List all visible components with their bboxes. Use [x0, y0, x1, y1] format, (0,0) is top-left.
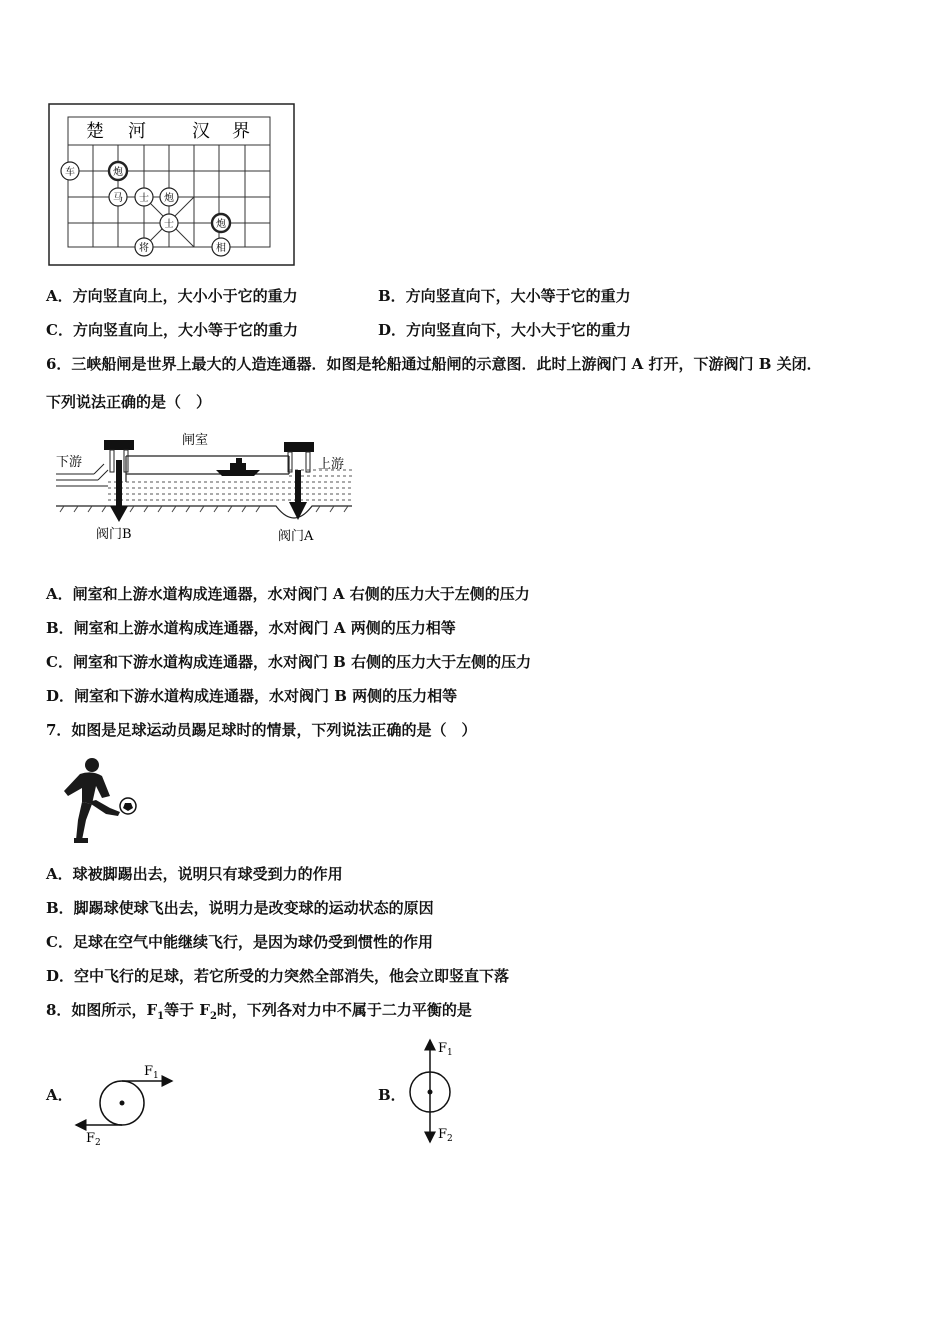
q6-option-c: C．闸室和下游水道构成连通器，水对阀门 B 右侧的压力大于左侧的压力 — [46, 653, 532, 671]
q7-stem: 7．如图是足球运动员踢足球时的情景，下列说法正确的是（ ） — [46, 721, 477, 739]
chess-piece — [61, 162, 79, 180]
lock-chamber — [126, 456, 289, 482]
q7-option-c: C．足球在空气中能继续飞行，是因为球仍受到惯性的作用 — [46, 933, 433, 951]
force-figure-a — [72, 1058, 182, 1150]
ship-lock-figure — [54, 426, 354, 548]
river-char-4: 界 — [232, 121, 250, 142]
q8-stem-sub-2: 2 — [209, 1011, 217, 1022]
q7-option-a: A．球被脚踢出去，说明只有球受到力的作用 — [46, 865, 343, 883]
valve-b-label: 阀门B — [96, 527, 132, 542]
svg-text:马: 马 — [113, 193, 123, 204]
q7-option-b: B．脚踢球使球飞出去，说明力是改变球的运动状态的原因 — [46, 899, 434, 917]
svg-text:士: 士 — [139, 193, 149, 204]
river-char-3: 汉 — [192, 121, 210, 142]
gate-b — [104, 440, 134, 522]
q5-option-c: C．方向竖直向上，大小等于它的重力 — [46, 321, 298, 339]
chess-piece — [109, 162, 127, 180]
svg-text:炮: 炮 — [216, 219, 226, 230]
q8-option-a-label: A． — [46, 1086, 73, 1104]
chess-piece — [160, 214, 178, 232]
f2-label: $F_2$ — [86, 1131, 101, 1148]
f2-label: $F_2$ — [438, 1127, 453, 1144]
q8-stem-post: 时，下列各对力中不属于二力平衡的是 — [216, 1001, 472, 1019]
force-figure-b — [404, 1036, 468, 1148]
lock-chamber-label: 闸室 — [182, 433, 209, 448]
q5-option-a: A．方向竖直向上，大小小于它的重力 — [46, 287, 298, 305]
valve-a-label: 阀门A — [278, 529, 314, 544]
ship-icon — [216, 458, 260, 476]
q5-option-d: D．方向竖直向下，大小大于它的重力 — [378, 321, 632, 339]
ground-line — [56, 506, 352, 518]
football-icon — [120, 798, 136, 814]
river-char-2: 河 — [128, 121, 146, 142]
chess-board-figure — [48, 103, 296, 267]
svg-text:相: 相 — [216, 243, 226, 254]
f1-label: $F_1$ — [144, 1064, 159, 1081]
chess-piece — [160, 188, 178, 206]
f1-label: $F_1$ — [438, 1041, 453, 1058]
chess-piece — [109, 188, 127, 206]
q6-option-a: A．闸室和上游水道构成连通器，水对阀门 A 右侧的压力大于左侧的压力 — [46, 585, 530, 603]
ground-hatch — [60, 506, 348, 512]
q6-option-d: D．闸室和下游水道构成连通器，水对阀门 B 两侧的压力相等 — [46, 687, 458, 705]
chess-piece — [212, 238, 230, 256]
chess-piece — [135, 188, 153, 206]
q5-option-b: B．方向竖直向下，大小等于它的重力 — [378, 287, 631, 305]
chess-piece — [212, 214, 230, 232]
river-char-1: 楚 — [86, 121, 104, 142]
q8-stem — [46, 1000, 472, 1027]
player-silhouette — [64, 758, 120, 843]
svg-text:将: 将 — [139, 243, 149, 254]
upstream-label: 上游 — [318, 457, 345, 472]
q8-stem-mid: 等于 F — [164, 1001, 210, 1019]
svg-text:车: 车 — [65, 167, 75, 178]
q8-option-b-label: B． — [378, 1086, 406, 1104]
svg-text:炮: 炮 — [113, 167, 123, 178]
svg-text:士: 士 — [164, 219, 174, 230]
q8-stem-pre: 8．如图所示，F — [46, 1001, 158, 1019]
q6-option-b: B．闸室和上游水道构成连通器，水对阀门 A 两侧的压力相等 — [46, 619, 456, 637]
football-player-figure — [52, 756, 140, 846]
svg-text:炮: 炮 — [164, 193, 174, 204]
chess-piece — [135, 238, 153, 256]
q6-stem-line-1: 6．三峡船闸是世界上最大的人造连通器．如图是轮船通过船闸的示意图．此时上游阀门 A 打开，下游阀门 B 关闭． — [46, 355, 822, 373]
downstream-label: 下游 — [56, 455, 83, 470]
q6-stem-line-2: 下列说法正确的是（ ） — [46, 393, 212, 411]
wheel-center-dot — [120, 1101, 125, 1106]
q8-stem-sub-1: 1 — [157, 1011, 165, 1022]
q7-option-d: D．空中飞行的足球，若它所受的力突然全部消失，他会立即竖直下落 — [46, 967, 510, 985]
